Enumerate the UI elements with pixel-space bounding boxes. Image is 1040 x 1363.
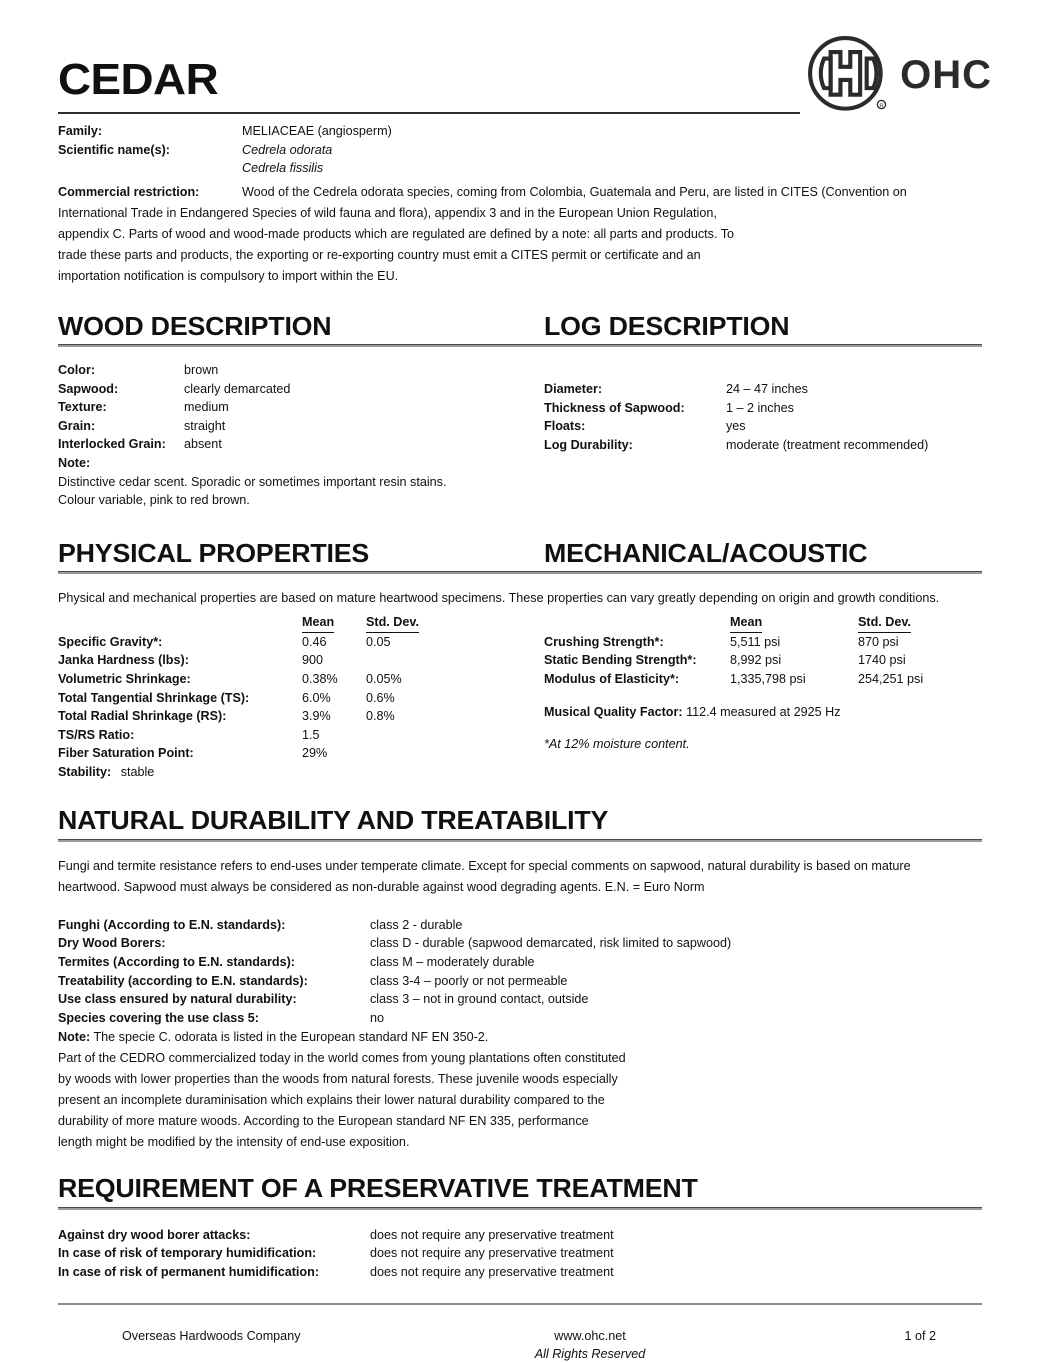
mechanical-acoustic-heading: MECHANICAL/ACOUSTIC (544, 537, 868, 568)
nd-note-line-1: Part of the CEDRO commercialized today in the world comes from young plantations often constituted (58, 1051, 626, 1066)
nd-note-line-3: present an incomplete duraminisation which explains their lower natural durability compared to the (58, 1093, 605, 1108)
table-row (58, 670, 544, 689)
nd-note-line-2: by woods with lower properties than the woods from natural forests. These juvenile woods especially (58, 1072, 618, 1087)
pp-header-blank (58, 613, 302, 633)
table-row (58, 916, 731, 935)
stability-value: stable (120, 764, 155, 779)
pp-name-2: Volumetric Shrinkage: (58, 671, 191, 686)
pp-mean-6: 29% (302, 746, 328, 761)
musical-quality-factor-row (544, 703, 982, 722)
brand-logo (806, 34, 992, 116)
wood-value-sapwood: clearly demarcated (184, 381, 291, 396)
scientific-name-value-1: Cedrela odorata (242, 142, 333, 157)
nd-note-line-4: durability of more mature woods. According to the European standard NF EN 335, performance (58, 1114, 589, 1129)
table-row (58, 707, 544, 726)
ma-header-std: Std. Dev. (858, 613, 982, 633)
wood-label-texture: Texture: (58, 400, 107, 415)
ma-std-1: 1740 psi (858, 653, 906, 668)
nd-value-4: class 3 – not in ground contact, outside (370, 992, 589, 1007)
moisture-footnote: *At 12% moisture content. (544, 737, 690, 752)
brand-wordmark: OHC (900, 53, 992, 97)
preservative-section (58, 1175, 982, 1202)
natural-durability-intro (58, 856, 982, 898)
nd-label-0: Funghi (According to E.N. standards): (58, 917, 286, 932)
wood-description-heading: WOOD DESCRIPTION (58, 310, 332, 341)
preservative-list-wrap (58, 1226, 982, 1282)
wood-row-texture (58, 398, 544, 417)
family-label: Family: (58, 124, 103, 138)
ohc-logo-svg (806, 34, 888, 116)
pp-mean-5: 1.5 (302, 727, 320, 742)
pp-name-1: Janka Hardness (lbs): (58, 653, 189, 668)
footer-page-number: 1 of 2 (904, 1329, 936, 1344)
pp-std-3: 0.6% (366, 690, 395, 705)
log-label-thickness-sapwood: Thickness of Sapwood: (544, 400, 685, 415)
section-headings-descriptions (58, 310, 982, 341)
nd-label-5: Species covering the use class 5: (58, 1010, 259, 1025)
nd-note-line-5: length might be modified by the intensity of end-use exposition. (58, 1135, 410, 1150)
table-row (58, 633, 544, 652)
document-footer (58, 1327, 982, 1363)
table-row (58, 1244, 614, 1263)
log-description-list (544, 361, 982, 510)
nd-value-3: class 3-4 – poorly or not permeable (370, 973, 568, 988)
wood-label-grain: Grain: (58, 418, 96, 433)
wood-row-sapwood (58, 380, 544, 399)
log-row-thickness-sapwood (544, 399, 982, 418)
ma-name-0: Crushing Strength*: (544, 634, 664, 649)
meta-row-scientific (58, 141, 982, 160)
log-label-durability: Log Durability: (544, 437, 633, 452)
pp-mean-2: 0.38% (302, 671, 338, 686)
nd-value-5: no (370, 1010, 385, 1025)
ma-header-blank (544, 613, 730, 633)
descriptions-divider (58, 344, 982, 347)
table-row (58, 1009, 731, 1028)
ma-std-2: 254,251 psi (858, 671, 924, 686)
mqf-value: 112.4 measured at 2925 Hz (686, 704, 841, 719)
pp-header-std: Std. Dev. (366, 613, 544, 633)
wood-value-color: brown (184, 363, 219, 378)
meta-row-family (58, 122, 982, 141)
ma-name-2: Modulus of Elasticity*: (544, 671, 680, 686)
properties-body (58, 613, 982, 781)
table-row (544, 670, 982, 689)
log-value-diameter: 24 – 47 inches (726, 382, 808, 397)
stability-row (58, 763, 544, 782)
pp-std-4: 0.8% (366, 709, 395, 724)
nd-label-1: Dry Wood Borers: (58, 936, 166, 951)
pp-name-5: TS/RS Ratio: (58, 727, 135, 742)
wood-description-list (58, 361, 544, 510)
pp-name-3: Total Tangential Shrinkage (TS): (58, 690, 250, 705)
log-description-heading: LOG DESCRIPTION (544, 310, 790, 341)
table-row (58, 990, 731, 1009)
family-value: MELIACEAE (angiosperm) (242, 124, 392, 138)
commercial-restriction-line-5: importation notification is compulsory to import within the EU. (58, 268, 399, 283)
table-row (544, 633, 982, 652)
pres-value-1: does not require any preservative treatment (370, 1246, 614, 1261)
natural-durability-list-wrap (58, 916, 982, 1154)
log-value-floats: yes (726, 419, 746, 434)
table-row (58, 953, 731, 972)
preservative-divider (58, 1207, 982, 1210)
log-row-diameter (544, 380, 982, 399)
nd-label-4: Use class ensured by natural durability: (58, 992, 297, 1007)
scientific-name-value-2: Cedrela fissilis (242, 161, 324, 176)
footer-divider (58, 1303, 982, 1305)
table-row (58, 1263, 614, 1282)
document-header (0, 0, 1040, 108)
wood-label-sapwood: Sapwood: (58, 381, 119, 396)
pp-std-2: 0.05% (366, 671, 402, 686)
wood-note-label: Note: (58, 456, 91, 471)
commercial-restriction-line-3: appendix C. Parts of wood and wood-made products which are regulated are defined by a note: all parts and products. To (58, 226, 735, 241)
wood-value-grain: straight (184, 418, 226, 433)
table-row (58, 1226, 614, 1245)
pp-std-5 (366, 726, 544, 745)
pres-label-2: In case of risk of permanent humidification: (58, 1264, 320, 1279)
pp-header-mean: Mean (302, 613, 366, 633)
wood-row-color (58, 361, 544, 380)
properties-divider (58, 571, 982, 574)
commercial-restriction-line-1: Wood of the Cedrela odorata species, coming from Colombia, Guatemala and Peru, are listed in CITES (Convention on (242, 184, 907, 199)
pp-mean-1: 900 (302, 653, 324, 668)
natural-durability-table (58, 916, 731, 1028)
properties-intro: Physical and mechanical properties are based on mature heartwood specimens. These properties can vary greatly depending on origin and growth conditions. (58, 591, 940, 606)
natural-durability-section (58, 807, 982, 834)
wood-label-color: Color: (58, 363, 96, 378)
log-label-diameter: Diameter: (544, 382, 603, 397)
page-title: CEDAR (58, 55, 219, 104)
stability-label: Stability: (58, 764, 112, 779)
table-header-row (544, 613, 982, 633)
pp-std-0: 0.05 (366, 634, 391, 649)
log-value-durability: moderate (treatment recommended) (726, 437, 929, 452)
mqf-label: Musical Quality Factor: (544, 704, 683, 719)
natural-durability-heading: NATURAL DURABILITY AND TREATABILITY (58, 805, 609, 836)
pres-value-0: does not require any preservative treatment (370, 1227, 614, 1242)
natural-durability-divider (58, 839, 982, 842)
table-row (58, 651, 544, 670)
pp-name-0: Specific Gravity*: (58, 634, 163, 649)
ma-mean-0: 5,511 psi (730, 634, 781, 649)
ohc-circle-h-logo-icon (806, 34, 888, 116)
table-header-row (58, 613, 544, 633)
pp-name-4: Total Radial Shrinkage (RS): (58, 709, 227, 724)
species-meta (58, 122, 982, 287)
footer-website[interactable]: www.ohc.net (554, 1329, 626, 1344)
wood-label-interlocked-grain: Interlocked Grain: (58, 437, 166, 452)
table-row (58, 972, 731, 991)
physical-properties-table (58, 613, 544, 763)
table-row (544, 651, 982, 670)
footer-rights: All Rights Reserved (534, 1347, 646, 1362)
wood-note-line-1: Distinctive cedar scent. Sporadic or sometimes important resin stains. (58, 474, 447, 489)
nd-label-2: Termites (According to E.N. standards): (58, 954, 295, 969)
svg-text:R: R (879, 103, 884, 110)
ma-mean-2: 1,335,798 psi (730, 671, 806, 686)
table-row (58, 689, 544, 708)
scientific-name-label: Scientific name(s): (58, 142, 170, 157)
pres-label-1: In case of risk of temporary humidification: (58, 1246, 317, 1261)
wood-value-interlocked-grain: absent (184, 437, 222, 452)
pp-std-6 (366, 744, 544, 763)
log-label-floats: Floats: (544, 419, 586, 434)
wood-row-interlocked-grain (58, 435, 544, 454)
commercial-restriction-label: Commercial restriction: (58, 184, 200, 199)
log-row-durability (544, 436, 982, 455)
commercial-restriction-line-4: trade these parts and products, the exporting or re-exporting country must emit a CITES permit or certificate and an (58, 247, 701, 262)
nd-value-0: class 2 - durable (370, 917, 463, 932)
ma-mean-1: 8,992 psi (730, 653, 782, 668)
mechanical-acoustic-table (544, 613, 982, 688)
section-headings-properties (58, 537, 982, 568)
log-value-thickness-sapwood: 1 – 2 inches (726, 400, 794, 415)
footer-company: Overseas Hardwoods Company (122, 1329, 301, 1344)
table-row (58, 934, 731, 953)
table-row (58, 726, 544, 745)
ma-name-1: Static Bending Strength*: (544, 653, 697, 668)
wood-note-line-2: Colour variable, pink to red brown. (58, 493, 250, 508)
nd-value-2: class M – moderately durable (370, 954, 535, 969)
wood-value-texture: medium (184, 400, 229, 415)
title-divider (58, 112, 800, 114)
descriptions-body (58, 361, 982, 510)
pres-value-2: does not require any preservative treatment (370, 1264, 614, 1279)
nd-label-3: Treatability (according to E.N. standards): (58, 973, 308, 988)
nd-value-1: class D - durable (sapwood demarcated, risk limited to sapwood) (370, 936, 732, 951)
physical-properties-heading: PHYSICAL PROPERTIES (58, 537, 370, 568)
pp-mean-0: 0.46 (302, 634, 327, 649)
preservative-heading: REQUIREMENT OF A PRESERVATIVE TREATMENT (58, 1173, 698, 1204)
scientific-name-label-blank (58, 159, 242, 178)
footer-divider-wrap (0, 1303, 1040, 1305)
nd-note-first-line (58, 1027, 982, 1048)
pres-label-0: Against dry wood borer attacks: (58, 1227, 251, 1242)
wood-row-grain (58, 417, 544, 436)
pp-mean-4: 3.9% (302, 709, 331, 724)
nd-note-label: Note: (58, 1030, 91, 1045)
preservative-table (58, 1226, 614, 1282)
wood-row-note-label (58, 454, 544, 473)
nd-note-first-text: The specie C. odorata is listed in the European standard NF EN 350-2. (93, 1030, 489, 1045)
ma-std-0: 870 psi (858, 634, 899, 649)
nd-intro-line-2: heartwood. Sapwood must always be considered as non-durable against wood degrading agents. E.N. = Euro Norm (58, 879, 705, 894)
pp-std-1 (366, 651, 544, 670)
physical-properties-table-wrap (58, 613, 544, 781)
commercial-restriction-row (58, 182, 982, 203)
ma-header-mean: Mean (730, 613, 858, 633)
log-row-floats (544, 417, 982, 436)
pp-mean-3: 6.0% (302, 690, 331, 705)
pp-name-6: Fiber Saturation Point: (58, 746, 194, 761)
meta-row-scientific-2 (58, 159, 982, 178)
mechanical-acoustic-table-wrap (544, 613, 982, 781)
commercial-restriction-line-2: International Trade in Endangered Species of wild fauna and flora), appendix 3 and in the European Union Regulation, (58, 205, 717, 220)
nd-intro-line-1: Fungi and termite resistance refers to end-uses under temperate climate. Except for special comments on sapwood, natural durability is based on mature (58, 858, 911, 873)
table-row (58, 744, 544, 763)
